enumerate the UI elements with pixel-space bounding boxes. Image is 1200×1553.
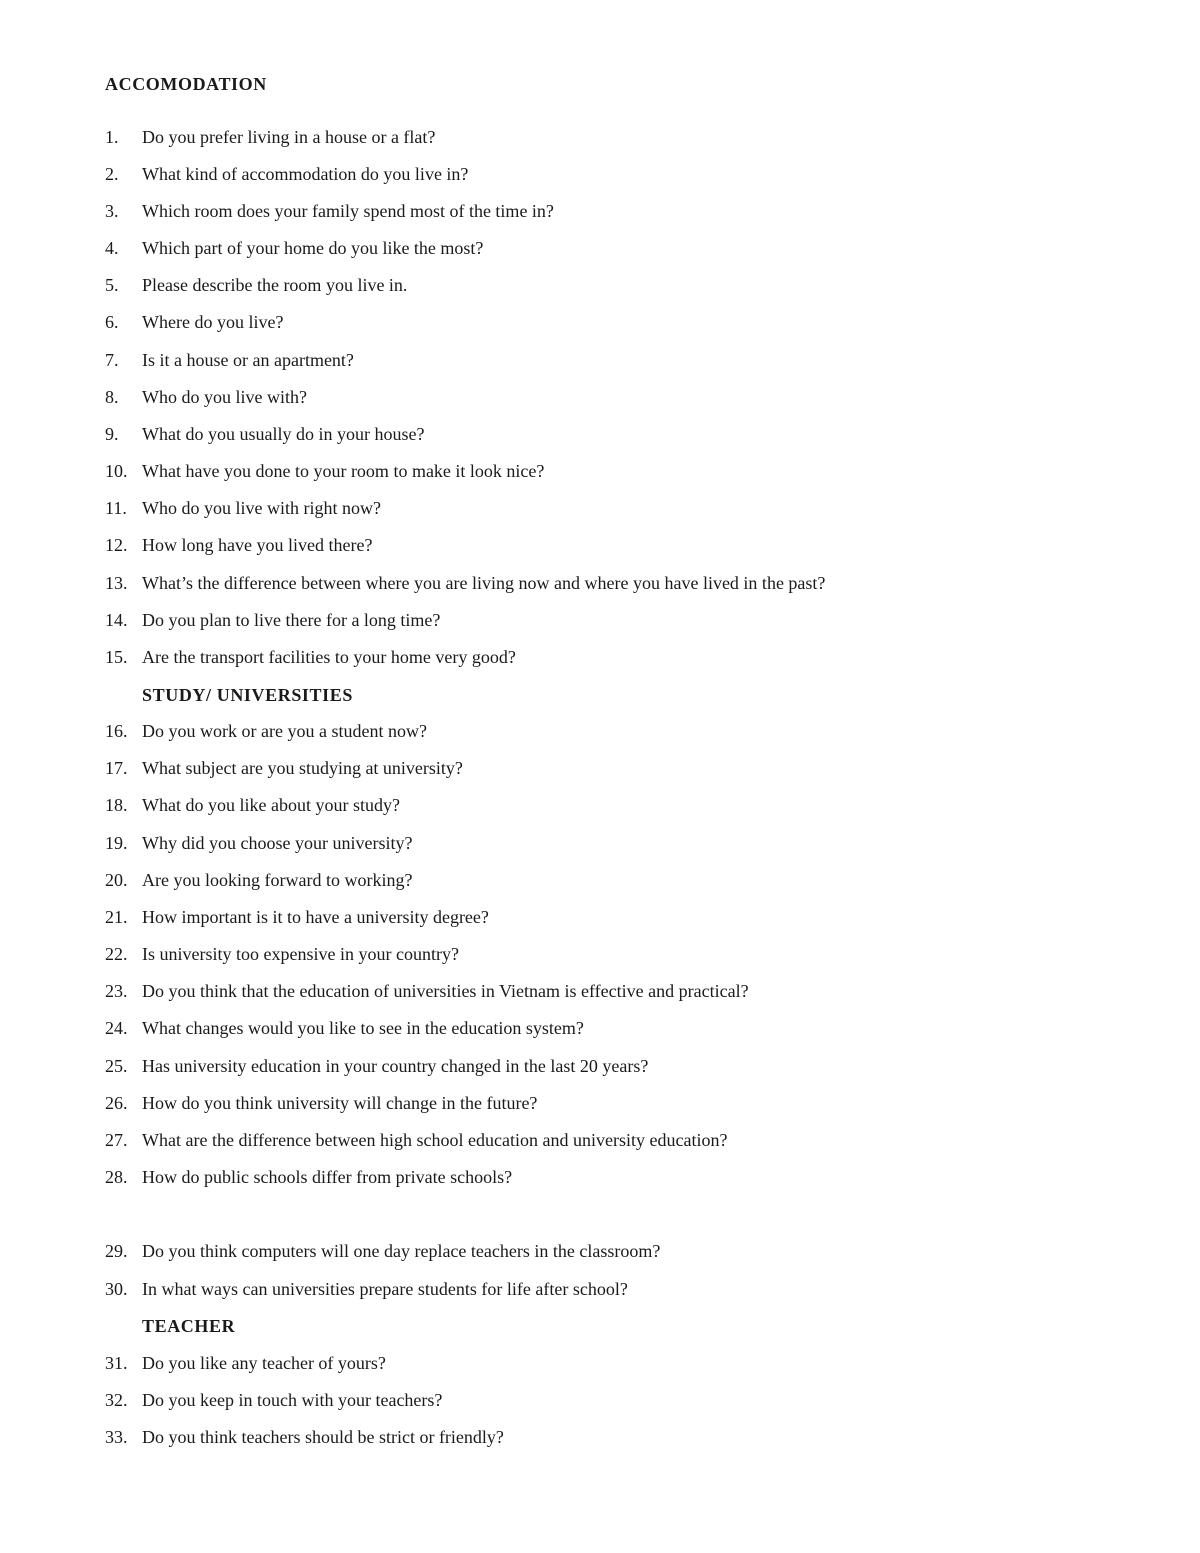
list-item	[105, 1278, 628, 1300]
list-item	[105, 1426, 504, 1448]
question-text: What are the difference between high school education and university education?	[142, 1130, 728, 1150]
list-item	[105, 423, 424, 445]
item-number: 17.	[105, 758, 128, 778]
item-number: 4.	[105, 238, 119, 258]
list-item	[105, 1166, 512, 1188]
item-number: 23.	[105, 981, 128, 1001]
question-text: What kind of accommodation do you live in?	[142, 164, 469, 184]
item-number: 3.	[105, 201, 119, 221]
question-text: What have you done to your room to make it look nice?	[142, 461, 545, 481]
question-text: What changes would you like to see in the education system?	[142, 1018, 584, 1038]
question-text: What subject are you studying at university?	[142, 758, 463, 778]
item-number: 26.	[105, 1093, 128, 1113]
list-item	[105, 534, 372, 556]
list-item	[105, 720, 427, 742]
item-number: 28.	[105, 1167, 128, 1187]
item-number: 16.	[105, 721, 128, 741]
section-heading-teacher: TEACHER	[142, 1316, 236, 1336]
item-number: 1.	[105, 127, 119, 147]
item-number: 12.	[105, 535, 128, 555]
list-item	[105, 1129, 727, 1151]
item-number: 19.	[105, 833, 128, 853]
item-number: 13.	[105, 573, 128, 593]
question-text: Do you think that the education of universities in Vietnam is effective and practical?	[142, 981, 749, 1001]
question-text: Do you prefer living in a house or a flat?	[142, 127, 436, 147]
item-number: 33.	[105, 1427, 128, 1447]
question-text: Is university too expensive in your country?	[142, 944, 459, 964]
question-text: Do you work or are you a student now?	[142, 721, 427, 741]
question-text: Do you like any teacher of yours?	[142, 1353, 386, 1373]
list-item	[105, 1389, 442, 1411]
list-item	[105, 126, 435, 148]
question-text: Are the transport facilities to your home very good?	[142, 647, 516, 667]
question-text: How long have you lived there?	[142, 535, 373, 555]
question-text: Do you keep in touch with your teachers?	[142, 1390, 443, 1410]
question-text: In what ways can universities prepare students for life after school?	[142, 1279, 628, 1299]
item-number: 22.	[105, 944, 128, 964]
list-item	[105, 1092, 537, 1114]
item-number: 29.	[105, 1241, 128, 1261]
question-text: Please describe the room you live in.	[142, 275, 408, 295]
list-item	[105, 794, 400, 816]
item-number: 14.	[105, 610, 128, 630]
question-text: Do you think teachers should be strict or friendly?	[142, 1427, 504, 1447]
list-item	[105, 943, 459, 965]
question-text: Which room does your family spend most of the time in?	[142, 201, 554, 221]
question-text: Who do you live with?	[142, 387, 307, 407]
list-item	[105, 572, 825, 594]
question-text: Where do you live?	[142, 312, 284, 332]
list-item	[105, 832, 412, 854]
question-text: Which part of your home do you like the most?	[142, 238, 484, 258]
list-item	[105, 1055, 648, 1077]
item-number: 27.	[105, 1130, 128, 1150]
question-text: What’s the difference between where you are living now and where you have lived in the past?	[142, 573, 826, 593]
section-heading-study: STUDY/ UNIVERSITIES	[142, 685, 353, 705]
item-number: 11.	[105, 498, 127, 518]
list-item	[105, 646, 516, 668]
question-text: What do you usually do in your house?	[142, 424, 425, 444]
list-item	[105, 311, 283, 333]
item-number: 31.	[105, 1353, 128, 1373]
item-number: 10.	[105, 461, 128, 481]
item-number: 9.	[105, 424, 119, 444]
list-item	[105, 237, 483, 259]
list-item	[105, 1017, 584, 1039]
list-item	[105, 349, 354, 371]
item-number: 24.	[105, 1018, 128, 1038]
list-item	[105, 497, 381, 519]
item-number: 7.	[105, 350, 119, 370]
item-number: 20.	[105, 870, 128, 890]
list-item	[105, 609, 440, 631]
list-item	[105, 1240, 660, 1262]
question-text: How do public schools differ from private schools?	[142, 1167, 513, 1187]
item-number: 32.	[105, 1390, 128, 1410]
list-item	[105, 980, 749, 1002]
list-item	[105, 1352, 386, 1374]
item-number: 30.	[105, 1279, 128, 1299]
question-text: Do you think computers will one day replace teachers in the classroom?	[142, 1241, 661, 1261]
list-item	[105, 460, 544, 482]
section-heading-accommodation: ACCOMODATION	[105, 74, 267, 94]
item-number: 18.	[105, 795, 128, 815]
item-number: 15.	[105, 647, 128, 667]
question-text: Has university education in your country changed in the last 20 years?	[142, 1056, 649, 1076]
list-item	[105, 906, 489, 928]
question-text: How important is it to have a university degree?	[142, 907, 489, 927]
item-number: 8.	[105, 387, 119, 407]
item-number: 2.	[105, 164, 119, 184]
list-item	[105, 757, 463, 779]
list-item	[105, 869, 412, 891]
list-item	[105, 163, 468, 185]
question-text: Who do you live with right now?	[142, 498, 381, 518]
question-text: What do you like about your study?	[142, 795, 400, 815]
question-text: Are you looking forward to working?	[142, 870, 413, 890]
list-item	[105, 274, 407, 296]
question-text: Why did you choose your university?	[142, 833, 413, 853]
item-number: 25.	[105, 1056, 128, 1076]
list-item	[105, 386, 307, 408]
item-number: 21.	[105, 907, 128, 927]
item-number: 6.	[105, 312, 119, 332]
list-item	[105, 200, 554, 222]
question-text: Is it a house or an apartment?	[142, 350, 354, 370]
question-text: How do you think university will change in the future?	[142, 1093, 538, 1113]
question-text: Do you plan to live there for a long time?	[142, 610, 441, 630]
item-number: 5.	[105, 275, 119, 295]
